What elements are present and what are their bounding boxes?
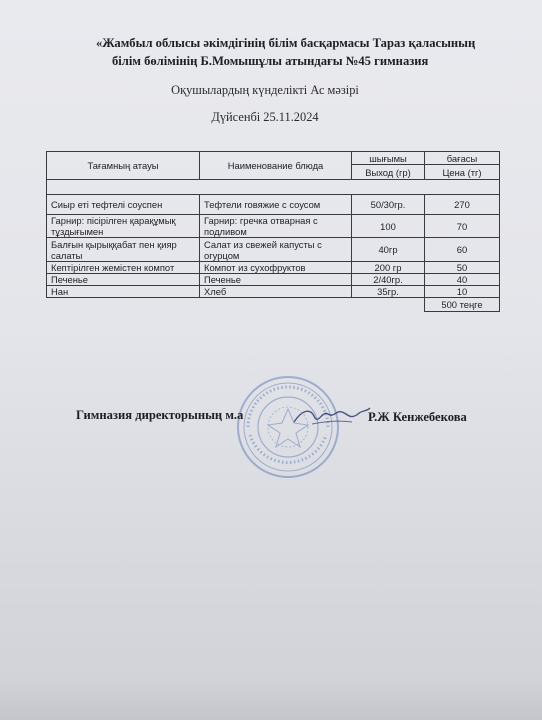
- dish-kz: Сиыр еті тефтелі соуспен: [47, 195, 200, 215]
- dish-output: 35гр.: [352, 286, 425, 298]
- dish-output: 200 гр: [352, 262, 425, 274]
- dish-output: 50/30гр.: [352, 195, 425, 215]
- dish-kz: Нан: [47, 286, 200, 298]
- table-row: [47, 195, 500, 215]
- dish-kz: Печенье: [47, 274, 200, 286]
- table-row: [47, 262, 500, 274]
- menu-date: Дүйсенбі 25.11.2024: [211, 110, 319, 124]
- dish-price: 270: [425, 195, 500, 215]
- dish-price: 10: [425, 286, 500, 298]
- header-line-1: «Жамбыл облысы әкімдігінің білім басқармасы Тараз қаласының: [96, 36, 476, 50]
- table-spacer-row: [47, 180, 500, 195]
- table-row: [47, 274, 500, 286]
- signatory-name: Р.Ж Кенжебекова: [368, 410, 467, 424]
- dish-output: 40гр: [352, 238, 425, 262]
- menu-table: [46, 151, 500, 312]
- dish-output: 100: [352, 215, 425, 238]
- handwritten-signature: [292, 400, 372, 434]
- table-row: [47, 238, 500, 262]
- table-total-row: [47, 298, 500, 312]
- dish-ru: Салат из свежей капусты с огурцом: [200, 238, 352, 262]
- dish-ru: Печенье: [200, 274, 352, 286]
- header-ru-name: Наименование блюда: [200, 152, 352, 180]
- header-output-sub: Выход (гр): [352, 165, 425, 180]
- header-kz-name: Тағамның атауы: [47, 152, 200, 180]
- dish-price: 40: [425, 274, 500, 286]
- dish-ru: Хлеб: [200, 286, 352, 298]
- dish-kz: Балғын қырыққабат пен қияр салаты: [47, 238, 200, 262]
- dish-output: 2/40гр.: [352, 274, 425, 286]
- menu-subtitle: Оқушылардың күнделікті Ас мәзірі: [171, 83, 359, 97]
- header-output: шығымы: [352, 152, 425, 165]
- dish-kz: Гарнир: пісірілген қарақұмық тұздығымен: [47, 215, 200, 238]
- dish-ru: Компот из сухофруктов: [200, 262, 352, 274]
- dish-price: 70: [425, 215, 500, 238]
- header-price: бағасы: [425, 152, 500, 165]
- table-row: [47, 286, 500, 298]
- dish-ru: Гарнир: гречка отварная с подливом: [200, 215, 352, 238]
- header-line-2: білім бөлімінің Б.Момышұлы атындағы №45 гимназия: [112, 54, 429, 68]
- signatory-title: Гимназия директорының м.а: [76, 408, 244, 422]
- table-row: [47, 215, 500, 238]
- dish-price: 50: [425, 262, 500, 274]
- table-header-row: [47, 152, 500, 165]
- header-price-sub: Цена (тг): [425, 165, 500, 180]
- dish-kz: Кептірілген жемістен компот: [47, 262, 200, 274]
- dish-price: 60: [425, 238, 500, 262]
- total-price: 500 теңге: [425, 298, 500, 312]
- dish-ru: Тефтели говяжие с соусом: [200, 195, 352, 215]
